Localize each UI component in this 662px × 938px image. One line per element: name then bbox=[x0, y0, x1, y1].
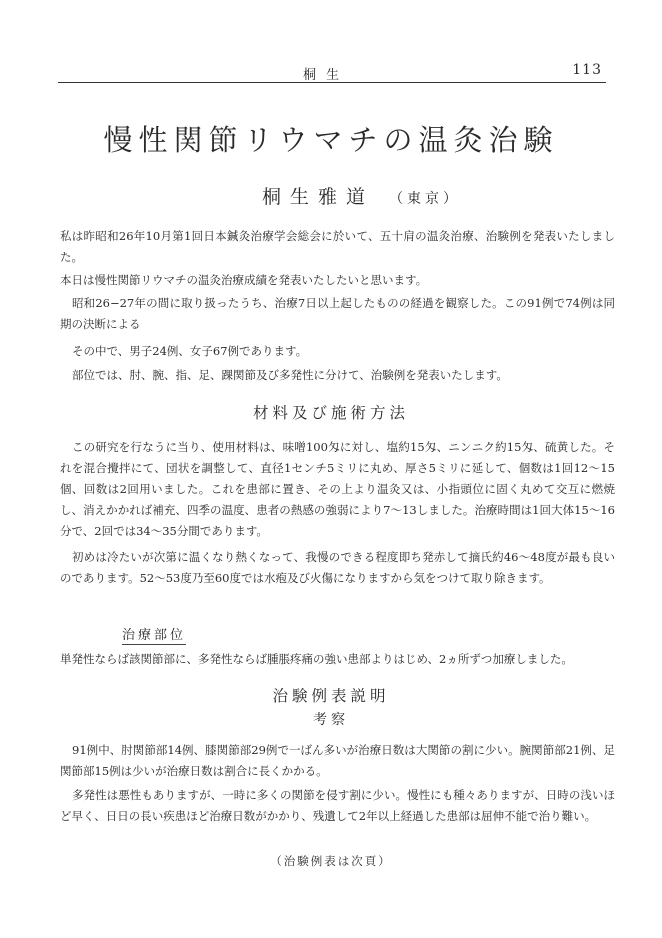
footnote-next-page: （治験例表は次頁） bbox=[270, 854, 392, 868]
intro-paragraph-2: 本日は慢性関節リウマチの温灸治療成績を発表いたしたいと思います。 bbox=[60, 273, 428, 287]
author-line bbox=[262, 182, 461, 209]
page-number: 113 bbox=[572, 62, 602, 78]
treatment-site-paragraph: 単発性ならば該関節部に、多発性ならば腫脹疼痛の強い患部よりはじめ、2ヵ所ずつ加療しました。 bbox=[60, 652, 573, 666]
section-heading-materials: 材料及び施術方法 bbox=[252, 404, 409, 422]
page-header bbox=[58, 62, 606, 84]
author-name: 桐生雅道 bbox=[262, 186, 375, 208]
journal-name: 桐生 bbox=[303, 68, 350, 83]
intro-paragraph-3: 昭和26−27年の間に取り扱ったうち、治療7日以上起したものの経過を観察した。この91例で74例は同期の決断による bbox=[60, 296, 615, 331]
intro-paragraph-5: 部位では、肘、腕、指、足、踝関節及び多発性に分けて、治験例を発表いたします。 bbox=[72, 368, 508, 382]
header-rule bbox=[58, 82, 606, 83]
section-heading-case-table: 治験例表説明 bbox=[272, 687, 390, 705]
discussion-paragraph-2: 多発性は悪性もありますが、一時に多くの関節を侵す割に少い。慢性にも種々ありますが、日時の浅いほど早く、日日の長い疾患ほど治療日数がかかり、残遺して2年以上経過した患部は屈伸不能で治り難い。 bbox=[60, 788, 615, 823]
materials-paragraph-1: この研究を行なうに当り、使用材料は、味噌100匁に対し、塩約15匁、ニンニク約15匁、硫黄した。それを混合攪拌にて、団状を調整して、直径1センチ5ミリに丸め、厚さ5ミリに延して、個数は1回12〜15個、回数は2回用いました。これを患部に置き、その上より温灸又は、小指頭位に固く丸めて交互に燃焼し、消えかかれば補充、四季の温度、患者の熱感の強弱により7〜13しました。治療時間は1回大体15〜16分で、2回では34〜35分間であります。 bbox=[60, 440, 615, 538]
intro-paragraph-4: その中で、男子24例、女子67例であります。 bbox=[72, 344, 308, 358]
section-heading-discussion: 考察 bbox=[313, 712, 349, 728]
section-subheading-treatment-site bbox=[122, 624, 186, 643]
subheading-underline bbox=[122, 644, 186, 645]
treatment-site-label: 治療部位 bbox=[122, 628, 187, 643]
author-place: （東京） bbox=[389, 191, 462, 207]
materials-paragraph-2: 初めは冷たいが次第に温くなり熱くなって、我慢のできる程度即ち発赤して摘氏約46〜48度が最も良いのであります。52〜53度乃至60度では水疱及び火傷になりますから気をつけて取り除きます。 bbox=[60, 550, 615, 585]
intro-paragraph-1: 私は昨昭和26年10月第1回日本鍼灸治療学会総会に於いて、五十肩の温灸治療、治験例を発表いたしました。 bbox=[60, 229, 615, 264]
article-title: 慢性関節リウマチの温灸治験 bbox=[103, 123, 559, 157]
discussion-paragraph-1: 91例中、肘関節部14例、膝関節部29例で一ばん多いが治療日数は大関節の割に少い。腕関節部21例、足関節部15例は少いが治療日数は割合に長くかかる。 bbox=[60, 743, 615, 778]
